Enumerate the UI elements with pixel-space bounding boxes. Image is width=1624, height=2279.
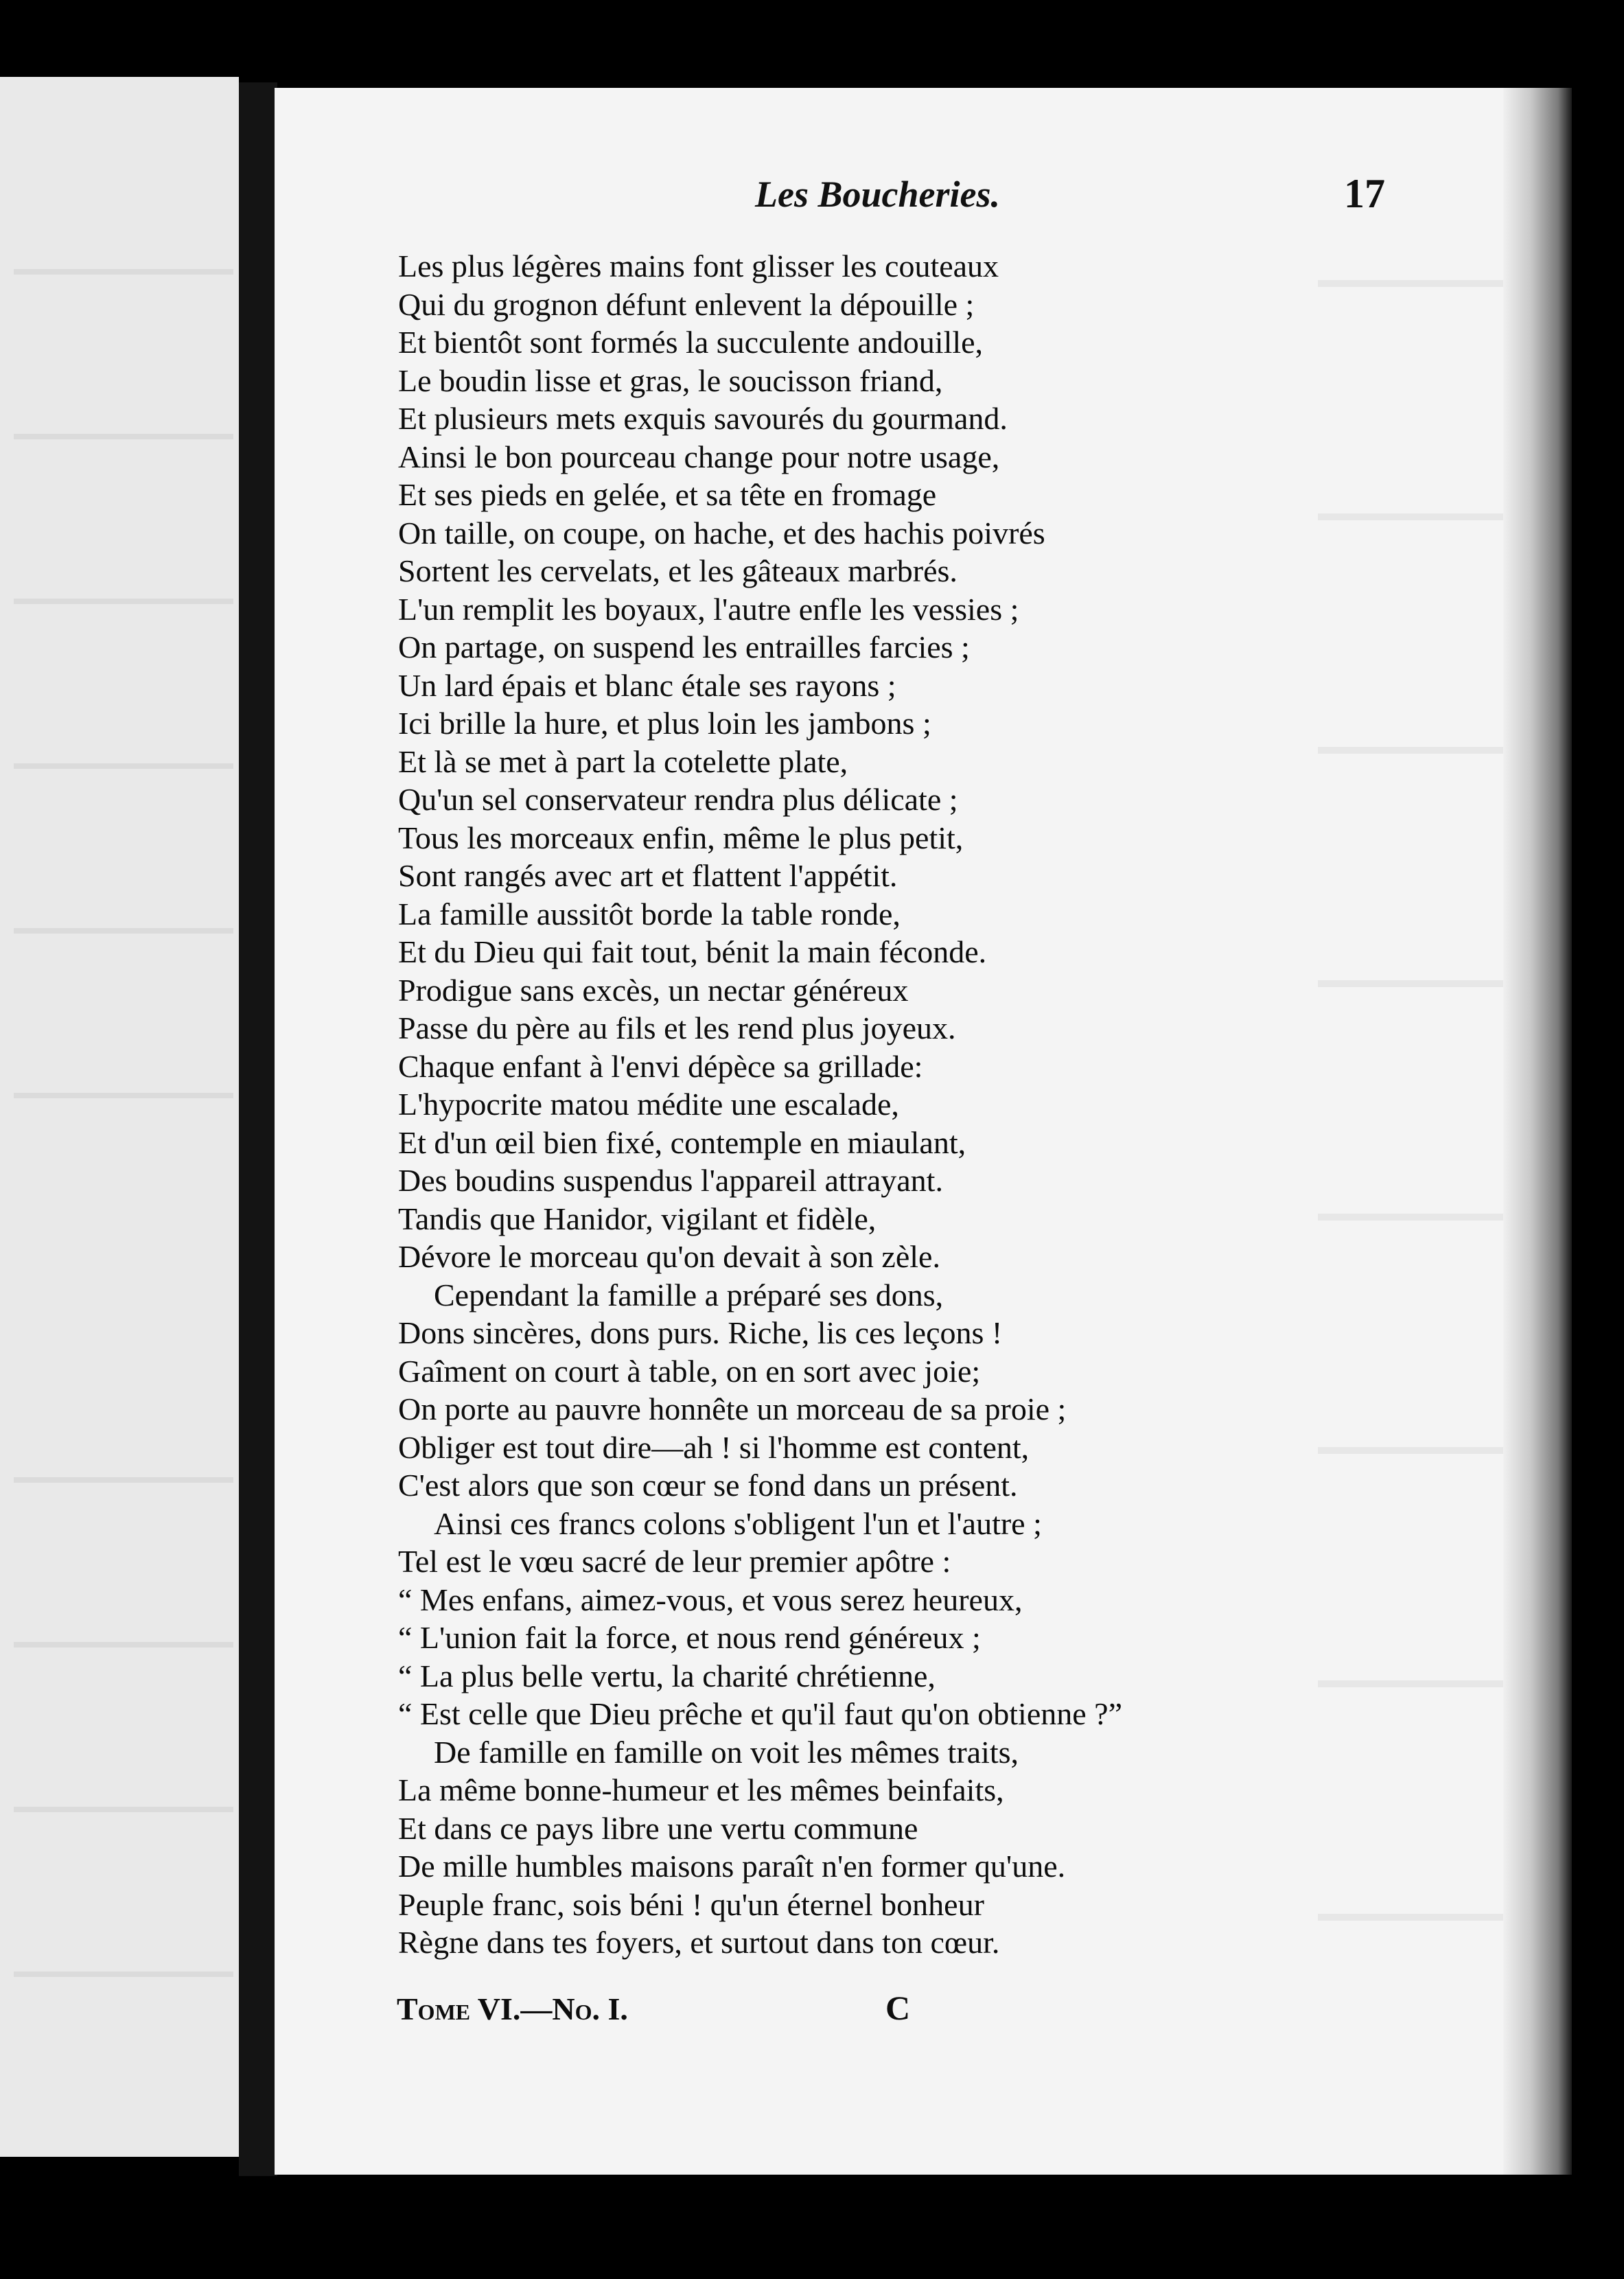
poem-line: Et ses pieds en gelée, et sa tête en fromage <box>398 477 937 512</box>
poem-line: On partage, on suspend les entrailles farcies ; <box>398 629 970 664</box>
poem-line: Et dans ce pays libre une vertu commune <box>398 1810 918 1846</box>
poem-line: Qu'un sel conservateur rendra plus délicate ; <box>398 782 958 817</box>
poem-line: Dons sincères, dons purs. Riche, lis ces leçons ! <box>398 1315 1003 1350</box>
bleed-through-line <box>14 269 233 275</box>
poem-line: L'hypocrite matou médite une escalade, <box>398 1087 899 1122</box>
poem-line: De mille humbles maisons paraît n'en former qu'une. <box>398 1849 1066 1884</box>
poem-line: Et d'un œil bien fixé, contemple en miaulant, <box>398 1124 966 1160</box>
poem-line: Sortent les cervelats, et les gâteaux marbrés. <box>398 553 958 588</box>
poem-line: Sont rangés avec art et flattent l'appétit. <box>398 858 898 893</box>
running-head: Les Boucheries. <box>755 174 1000 215</box>
poem-line: Et plusieurs mets exquis savourés du gourmand. <box>398 401 1008 436</box>
bleed-through-line <box>14 599 233 604</box>
poem-line: “ La plus belle vertu, la charité chrétienne, <box>398 1658 936 1693</box>
poem-line: Tel est le vœu sacré de leur premier apôtre : <box>398 1544 951 1579</box>
volume-signature: Tome VI.—No. I. <box>397 1991 628 2026</box>
poem-text <box>398 247 1122 1962</box>
book-gutter <box>239 82 277 2176</box>
poem-line: C'est alors que son cœur se fond dans un présent. <box>398 1468 1018 1503</box>
poem-line: Ici brille la hure, et plus loin les jambons ; <box>398 706 931 741</box>
poem-line: L'un remplit les boyaux, l'autre enfle les vessies ; <box>398 591 1019 627</box>
poem-line: Des boudins suspendus l'appareil attrayant. <box>398 1163 943 1198</box>
poem-line: On taille, on coupe, on hache, et des hachis poivrés <box>398 515 1045 551</box>
poem-line: Passe du père au fils et les rend plus joyeux. <box>398 1010 956 1045</box>
poem-line-indented: De famille en famille on voit les mêmes traits, <box>434 1734 1019 1770</box>
poem-line: La même bonne-humeur et les mêmes beinfaits, <box>398 1772 1004 1807</box>
poem-line: Qui du grognon défunt enlevent la dépouille ; <box>398 286 975 322</box>
poem-line: “ Est celle que Dieu prêche et qu'il faut qu'on obtienne ?” <box>398 1696 1122 1731</box>
poem-line: Et du Dieu qui fait tout, bénit la main féconde. <box>398 934 987 969</box>
left-facing-page <box>0 77 239 2157</box>
bleed-through-line <box>14 1477 233 1483</box>
poem-line: Les plus légères mains font glisser les couteaux <box>398 248 999 284</box>
poem-line: “ Mes enfans, aimez-vous, et vous serez heureux, <box>398 1582 1023 1617</box>
poem-line-indented: Cependant la famille a préparé ses dons, <box>434 1277 944 1312</box>
poem-line: Prodigue sans excès, un nectar généreux <box>398 972 909 1008</box>
poem-line: “ L'union fait la force, et nous rend généreux ; <box>398 1620 981 1655</box>
bleed-through-line <box>14 1971 233 1977</box>
signature-letter: C <box>885 1989 911 2027</box>
poem-line: Chaque enfant à l'envi dépèce sa grillade: <box>398 1048 923 1084</box>
bleed-through-line <box>14 763 233 769</box>
poem-line: La famille aussitôt borde la table ronde, <box>398 896 901 932</box>
poem-line: Peuple franc, sois béni ! qu'un éternel bonheur <box>398 1886 984 1922</box>
page-number: 17 <box>1344 171 1385 216</box>
bleed-through-line <box>14 1807 233 1812</box>
poem-line: Un lard épais et blanc étale ses rayons ; <box>398 667 896 703</box>
bleed-through-line <box>14 1093 233 1098</box>
poem-line: Règne dans tes foyers, et surtout dans ton cœur. <box>398 1925 1000 1960</box>
poem-line-indented: Ainsi ces francs colons s'obligent l'un et l'autre ; <box>434 1505 1042 1541</box>
bleed-through-line <box>14 928 233 934</box>
poem-line: Et là se met à part la cotelette plate, <box>398 743 848 779</box>
poem-line: Gaîment on court à table, on en sort avec joie; <box>398 1353 981 1389</box>
poem-line: On porte au pauvre honnête un morceau de sa proie ; <box>398 1391 1067 1426</box>
page-edge-shadow <box>1503 88 1572 2175</box>
poem-line: Obliger est tout dire—ah ! si l'homme est content, <box>398 1429 1030 1465</box>
poem-line: Et bientôt sont formés la succulente andouille, <box>398 325 984 360</box>
poem-line: Tous les morceaux enfin, même le plus petit, <box>398 820 964 855</box>
poem-line: Le boudin lisse et gras, le soucisson friand, <box>398 362 943 398</box>
poem-line: Tandis que Hanidor, vigilant et fidèle, <box>398 1201 877 1236</box>
poem-line: Dévore le morceau qu'on devait à son zèle. <box>398 1239 940 1274</box>
bleed-through-line <box>14 434 233 439</box>
poem-line: Ainsi le bon pourceau change pour notre usage, <box>398 439 1000 474</box>
bleed-through-line <box>14 1642 233 1647</box>
